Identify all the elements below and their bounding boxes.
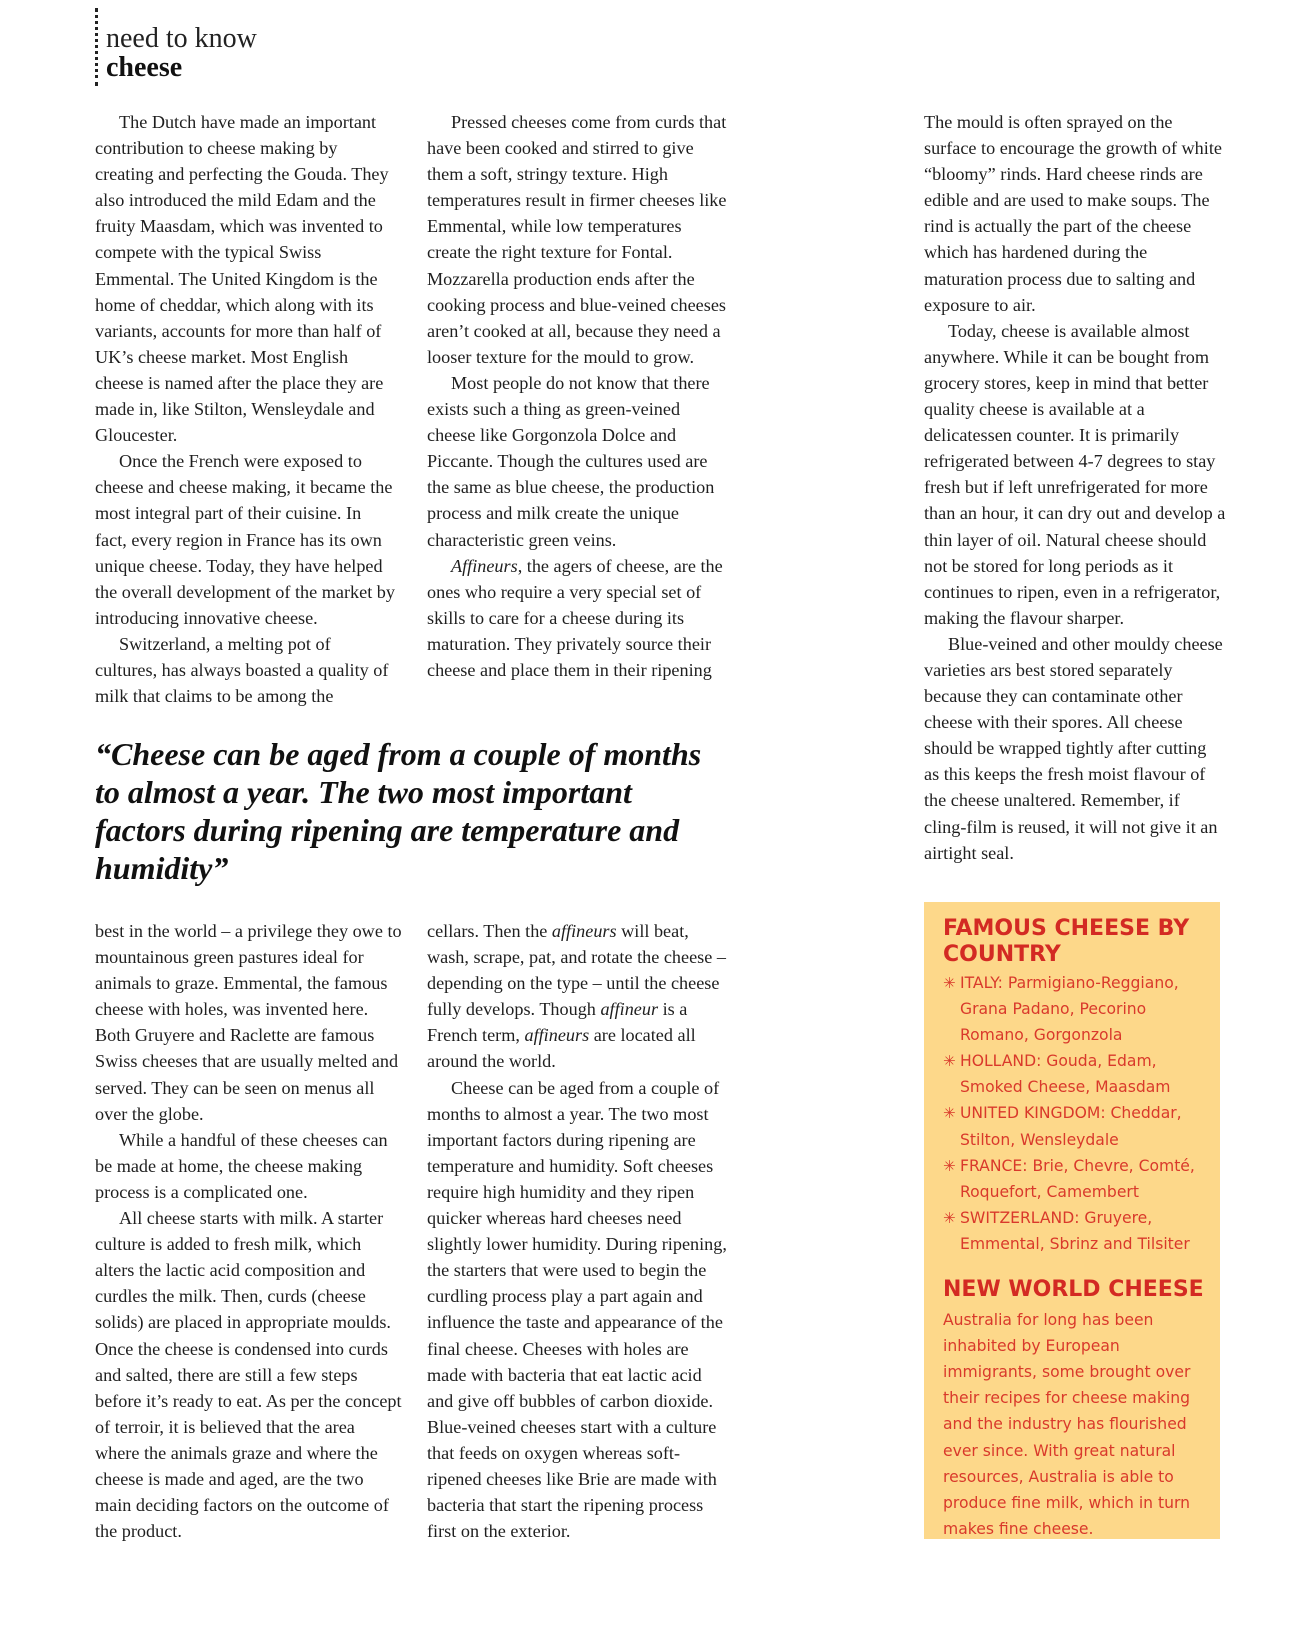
column-right [924,109,1226,866]
column-middle-bottom [427,918,729,1544]
list-item-text: HOLLAND: Gouda, Edam, Smoked Cheese, Maasdam [960,1052,1171,1097]
paragraph-text: is a French term, [427,999,688,1046]
list-item-text: UNITED KINGDOM: Cheddar, Stilton, Wensleydale [960,1104,1182,1149]
paragraph [427,918,729,1075]
paragraph: While a handful of these cheeses can be made at home, the cheese making process is a complicated one. [95,1129,388,1202]
asterisk-icon: ✳ [943,1104,956,1123]
paragraph: best in the world – a privilege they owe to mountainous green pastures ideal for animals to graze. Emmental, the famous cheese with holes, was invented here. Both Gruyere and Raclette are famous Swiss cheeses that are usually melted and served. They can be seen on menus all over the globe. [95,921,402,1124]
paragraph: Most people do not know that there exists such a thing as green-veined cheese like Gorgonzola Dolce and Piccante. Though the cultures used are the same as blue cheese, the production process and milk create the unique characteristic green veins. [427,372,715,550]
asterisk-icon: ✳ [943,1208,956,1227]
list-item-text: FRANCE: Brie, Chevre, Comté, Roquefort, Camembert [960,1156,1195,1201]
paragraph-text: are located all around the world. [427,1025,696,1072]
emphasis-term: affineurs [551,921,617,941]
sidebar-heading-new-world: NEW WORLD CHEESE [943,1277,1204,1303]
asterisk-icon: ✳ [943,974,956,992]
list-item-text: SWITZERLAND: Gruyere, Emmental, Sbrinz and Tilsiter [960,1208,1190,1253]
sidebar-box [924,902,1220,1539]
paragraph: The Dutch have made an important contribution to cheese making by creating and perfecting the Gouda. They also introduced the mild Edam and the fruity Maasdam, which was invented to compete with the typical Swiss Emmental. The United Kingdom is the home of cheddar, which along with its variants, accounts for more than half of UK’s cheese market. Most English cheese is named after the place they are made in, like Stilton, Wensleydale and Gloucester. [95,112,389,446]
list-item [943,1153,1208,1205]
emphasis-term: affineur [600,999,659,1020]
list-item [943,970,1208,1048]
masthead [95,8,506,86]
paragraph: Pressed cheeses come from curds that have been cooked and stirred to give them a soft, stringy texture. High temperatures result in firmer cheeses like Emmental, while low temperatures create the right texture for Fontal. Mozzarella production ends after the cooking process and blue-veined cheeses aren’t cooked at all, because they need a looser texture for the mould to grow. [427,112,727,367]
list-item [943,1205,1208,1257]
column-left-top [95,109,397,709]
paragraph: Switzerland, a melting pot of cultures, has always boasted a quality of milk that claims to be among the [95,633,389,707]
paragraph-text: , the agers of cheese, are the ones who require a very special set of skills to care for a cheese during its maturation. They privately source their cheese and place them in their ripening [427,555,723,680]
pull-quote: “Cheese can be aged from a couple of months to almost a year. The two most important factors during ripening are temperature and humidity” [95,736,702,886]
column-left-bottom [95,918,403,1544]
paragraph: Once the French were exposed to cheese and cheese making, it became the most integral part of their cuisine. In fact, every region in France has its own unique cheese. Today, they have helped the overall development of the market by introducing innovative cheese. [95,451,395,628]
column-middle-top [427,109,729,683]
section-title: cheese [106,52,183,83]
list-item [943,1048,1208,1100]
paragraph: Today, cheese is available almost anywhere. While it can be bought from grocery stores, keep in mind that better quality cheese is available at a delicatessen counter. It is primarily refrigerated between 4-7 degrees to stay fresh but if left unrefrigerated for more than an hour, it can dry out and develop a thin layer of oil. Natural cheese should not be stored for long periods as it continues to ripen, even in a refrigerator, making the flavour sharper. [924,320,1226,628]
asterisk-icon: ✳ [943,1156,956,1175]
paragraph [427,553,729,683]
paragraph: All cheese starts with milk. A starter culture is added to fresh milk, which alters the lactic acid composition and curdles the milk. Then, curds (cheese solids) are placed in appropriate moulds. Once the cheese is condensed into curds and salted, there are still a few steps before it’s ready to eat. As per the concept of terroir, it is believed that the area where the animals graze and where the cheese is made and aged, are the two main deciding factors on the outcome of the product. [95,1208,402,1542]
list-item [943,1100,1208,1152]
asterisk-icon: ✳ [943,1052,956,1071]
paragraph-text: will beat, wash, scrape, pat, and rotate the cheese – depending on the type – until the cheese fully develops. Though [427,921,726,1020]
list-item-text: ITALY: Parmigiano-Reggiano, Grana Padano, Pecorino Romano, Gorgonzola [960,974,1179,1045]
paragraph: Blue-veined and other mouldy cheese varieties ars best stored separately because they can contaminate other cheese with their spores. All cheese should be wrapped tightly after cutting as this keeps the fresh moist flavour of the cheese unaltered. Remember, if cling-film is reused, it will not give it an airtight seal. [924,633,1223,863]
paragraph: Cheese can be aged from a couple of months to almost a year. The two most important factors during ripening are temperature and humidity. Soft cheeses require high humidity and they ripen quicker whereas hard cheeses need slightly lower humidity. During ripening, the starters that were used to begin the curdling process play a part again and influence the taste and appearance of the final cheese. Cheeses with holes are made with bacteria that eat lactic acid and give off bubbles of carbon dioxide. Blue-veined cheeses start with a culture that feeds on oxygen whereas soft-ripened cheeses like Brie are made with bacteria that start the ripening process first on the exterior. [427,1077,727,1542]
paragraph: The mould is often sprayed on the surface to encourage the growth of white “bloomy” rinds. Hard cheese rinds are edible and are used to make soups. The rind is actually the part of the cheese which has hardened during the maturation process due to salting and exposure to air. [924,112,1222,315]
section-kicker: need to know [106,23,257,54]
paragraph-text: cellars. Then the [427,921,552,941]
new-world-text: Australia for long has been inhabited by European immigrants, some brought over their recipes for cheese making and the industry has flourished ever since. With great natural resources, Australia is able to produce fine milk, which in turn makes fine cheese. [943,1311,1191,1538]
sidebar-heading-famous: FAMOUS CHEESE BY COUNTRY [943,916,1190,967]
emphasis-term: Affineurs [451,555,518,576]
emphasis-term: affineurs [524,1025,590,1046]
country-list [943,970,1208,1257]
